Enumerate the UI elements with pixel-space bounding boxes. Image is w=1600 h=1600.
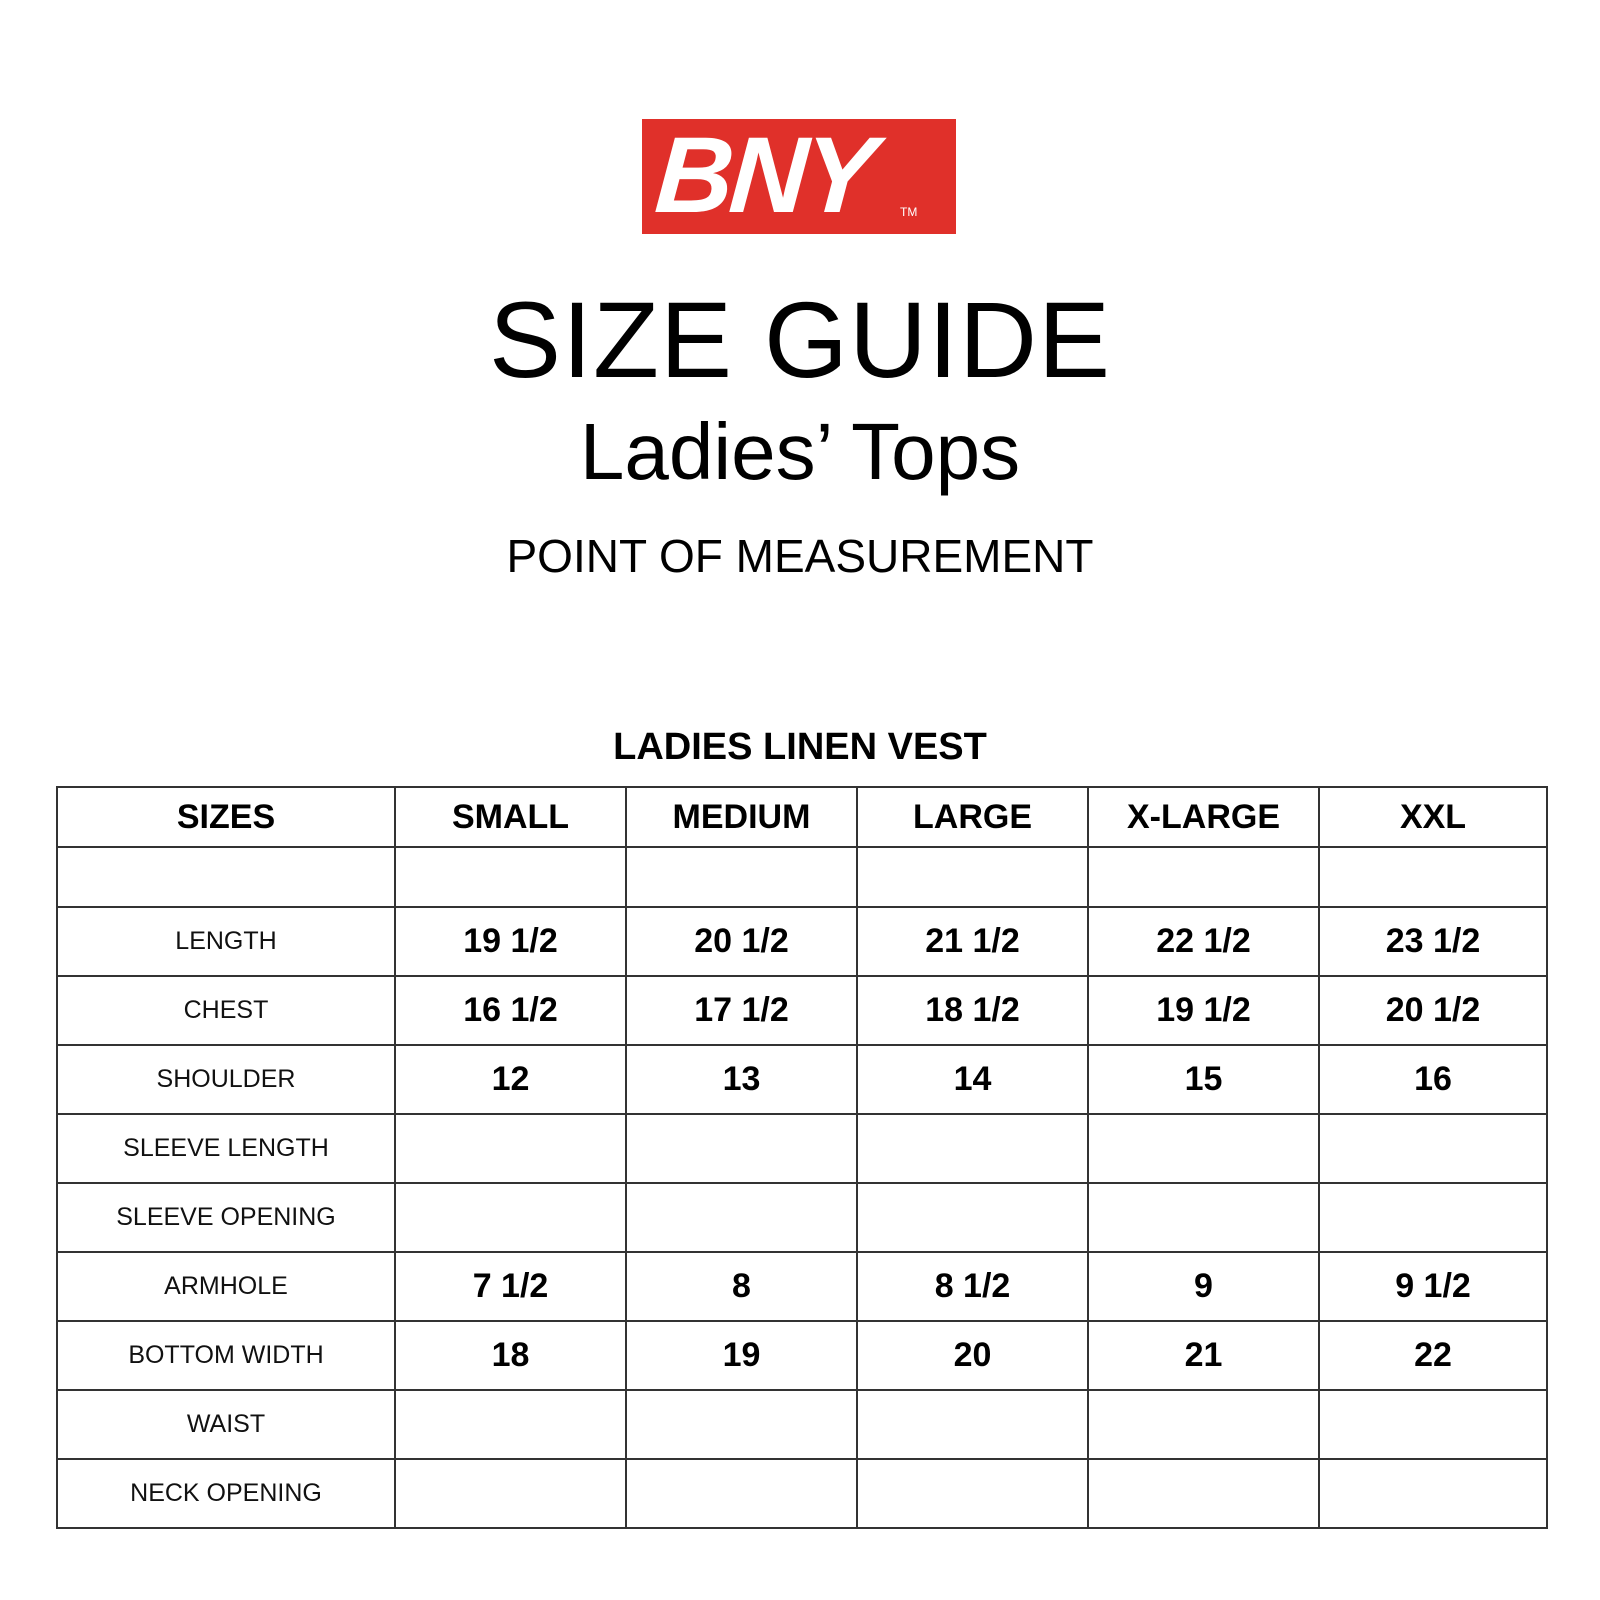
header-sizes: SIZES [57,787,395,847]
measurement-cell: 7 1/2 [395,1252,626,1321]
table-row [57,1321,1547,1390]
measurement-cell: 22 [1319,1321,1547,1390]
measurement-cell: 9 [1088,1252,1319,1321]
empty-row [57,847,1547,907]
measurement-cell [857,1390,1088,1459]
header-xxl: XXL [1319,787,1547,847]
measurement-cell: 19 1/2 [1088,976,1319,1045]
measurement-cell: 8 1/2 [857,1252,1088,1321]
logo-text: BNY [651,114,877,235]
measurement-cell [857,1114,1088,1183]
measurement-cell: 15 [1088,1045,1319,1114]
row-label: ARMHOLE [57,1252,395,1321]
measurement-cell [857,1459,1088,1528]
row-label: NECK OPENING [57,1459,395,1528]
row-label: SHOULDER [57,1045,395,1114]
row-label: CHEST [57,976,395,1045]
measurement-cell [626,1459,857,1528]
measurement-cell [626,1183,857,1252]
table-header-row [57,787,1547,847]
measurement-cell: 21 1/2 [857,907,1088,976]
measurement-cell [626,1114,857,1183]
measurement-cell [857,1183,1088,1252]
measurement-cell [1088,1459,1319,1528]
table-row [57,976,1547,1045]
measurement-cell: 13 [626,1045,857,1114]
measurement-cell: 22 1/2 [1088,907,1319,976]
measurement-cell [395,1114,626,1183]
measurement-cell: 18 1/2 [857,976,1088,1045]
measurement-cell [395,1390,626,1459]
measurement-cell: 19 [626,1321,857,1390]
measurement-cell: 8 [626,1252,857,1321]
measurement-cell [1088,1114,1319,1183]
empty-cell [395,847,626,907]
section-label: POINT OF MEASUREMENT [506,530,1094,582]
measurement-cell: 20 [857,1321,1088,1390]
measurement-cell: 17 1/2 [626,976,857,1045]
row-label: LENGTH [57,907,395,976]
measurement-cell: 14 [857,1045,1088,1114]
empty-cell [857,847,1088,907]
page-subtitle: Ladies’ Tops [579,407,1021,496]
table-title: LADIES LINEN VEST [613,726,987,768]
measurement-cell [1088,1183,1319,1252]
table-row [57,1183,1547,1252]
row-label: WAIST [57,1390,395,1459]
table-row [57,1114,1547,1183]
measurement-cell [626,1390,857,1459]
header-x-large: X-LARGE [1088,787,1319,847]
measurement-cell [1319,1114,1547,1183]
empty-cell [626,847,857,907]
measurement-cell: 23 1/2 [1319,907,1547,976]
measurement-cell: 19 1/2 [395,907,626,976]
empty-cell [57,847,395,907]
page-title: SIZE GUIDE [488,279,1112,400]
header-medium: MEDIUM [626,787,857,847]
measurement-cell: 12 [395,1045,626,1114]
row-label: SLEEVE OPENING [57,1183,395,1252]
measurement-cell [395,1459,626,1528]
size-table [56,786,1548,1529]
measurement-cell [1319,1459,1547,1528]
empty-cell [1088,847,1319,907]
measurement-cell: 16 1/2 [395,976,626,1045]
table-row [57,1045,1547,1114]
row-label: BOTTOM WIDTH [57,1321,395,1390]
logo-trademark: TM [900,205,918,219]
table-row [57,907,1547,976]
measurement-cell [1088,1390,1319,1459]
bny-logo [642,114,956,235]
empty-cell [1319,847,1547,907]
measurement-cell: 16 [1319,1045,1547,1114]
measurement-cell: 20 1/2 [1319,976,1547,1045]
row-label: SLEEVE LENGTH [57,1114,395,1183]
header-small: SMALL [395,787,626,847]
header-large: LARGE [857,787,1088,847]
measurement-cell: 20 1/2 [626,907,857,976]
table-row [57,1390,1547,1459]
table-row [57,1459,1547,1528]
table-row [57,1252,1547,1321]
measurement-cell: 9 1/2 [1319,1252,1547,1321]
measurement-cell: 21 [1088,1321,1319,1390]
measurement-cell [1319,1390,1547,1459]
measurement-cell [395,1183,626,1252]
measurement-cell: 18 [395,1321,626,1390]
measurement-cell [1319,1183,1547,1252]
